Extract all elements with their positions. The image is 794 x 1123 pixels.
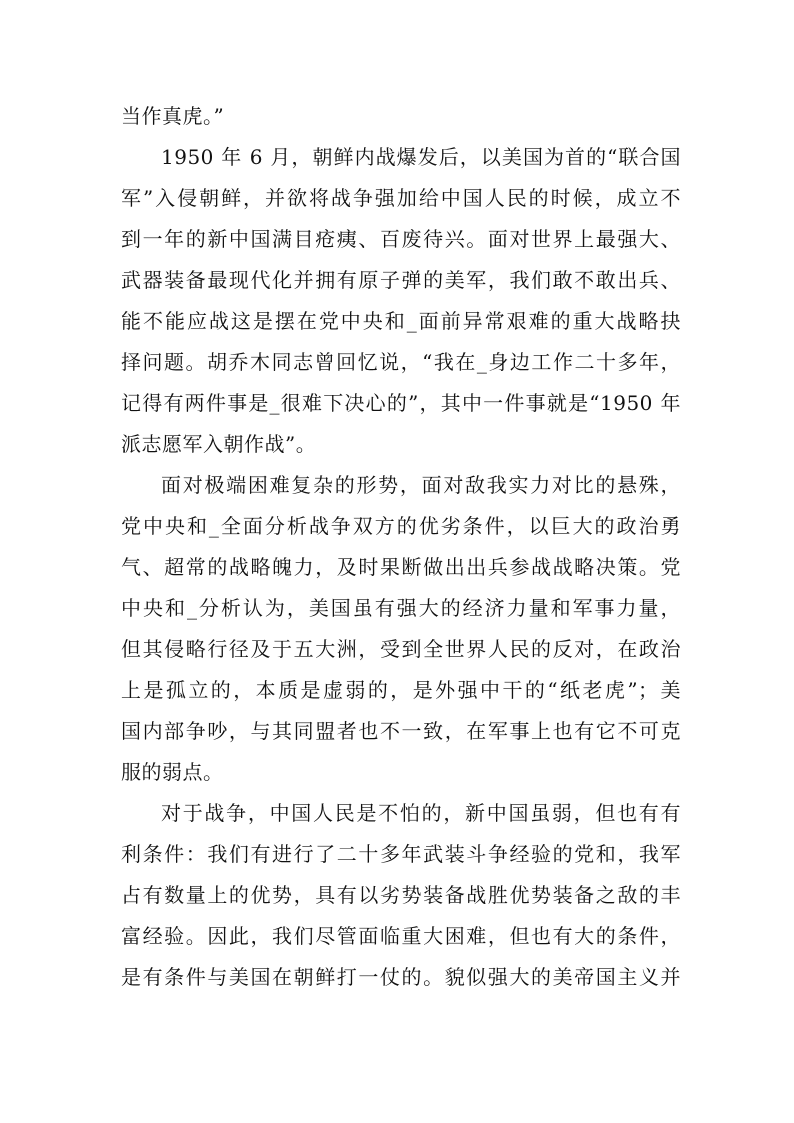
text-line: 中央和_分析认为，美国虽有强大的经济力量和军事力量，: [121, 596, 681, 620]
text-line: 记得有两件事是_很难下决心的”，其中一件事就是“1950 年: [121, 391, 681, 415]
text-line: 气、超常的战略魄力，及时果断做出出兵参战战略决策。党: [121, 555, 681, 579]
paragraph: [121, 465, 681, 793]
text-line: 择问题。胡乔木同志曾回忆说，“我在_身边工作二十多年，: [121, 350, 681, 374]
text-line: 上是孤立的，本质是虚弱的，是外强中干的“纸老虎”；美: [121, 678, 681, 702]
paragraph: [121, 96, 681, 137]
text-line: 服的弱点。: [121, 760, 224, 784]
text-line: 面对极端困难复杂的形势，面对敌我实力对比的悬殊，: [161, 473, 681, 497]
text-line: 党中央和_全面分析战争双方的优劣条件，以巨大的政治勇: [121, 514, 681, 538]
text-line: 对于战争，中国人民是不怕的，新中国虽弱，但也有有: [161, 801, 681, 825]
text-line: 能不能应战这是摆在党中央和_面前异常艰难的重大战略抉: [121, 309, 681, 333]
text-line: 国内部争吵，与其同盟者也不一致，在军事上也有它不可克: [121, 719, 681, 743]
text-line: 是有条件与美国在朝鲜打一仗的。貌似强大的美帝国主义并: [121, 965, 681, 989]
text-line: 武器装备最现代化并拥有原子弹的美军，我们敢不敢出兵、: [121, 268, 681, 292]
text-line: 当作真虎。”: [121, 104, 225, 128]
document-body: [121, 96, 681, 998]
text-line: 1950 年 6 月，朝鲜内战爆发后，以美国为首的“联合国: [161, 145, 681, 169]
text-line: 但其侵略行径及于五大洲，受到全世界人民的反对，在政治: [121, 637, 681, 661]
text-line: 富经验。因此，我们尽管面临重大困难，但也有大的条件，: [121, 924, 681, 948]
paragraph: [121, 137, 681, 465]
text-line: 派志愿军入朝作战”。: [121, 432, 317, 456]
text-line: 军”入侵朝鲜，并欲将战争强加给中国人民的时候，成立不: [121, 186, 681, 210]
text-line: 利条件：我们有进行了二十多年武装斗争经验的党和，我军: [121, 842, 681, 866]
text-line: 占有数量上的优势，具有以劣势装备战胜优势装备之敌的丰: [121, 883, 681, 907]
paragraph: [121, 793, 681, 998]
text-line: 到一年的新中国满目疮痍、百废待兴。面对世界上最强大、: [121, 227, 681, 251]
